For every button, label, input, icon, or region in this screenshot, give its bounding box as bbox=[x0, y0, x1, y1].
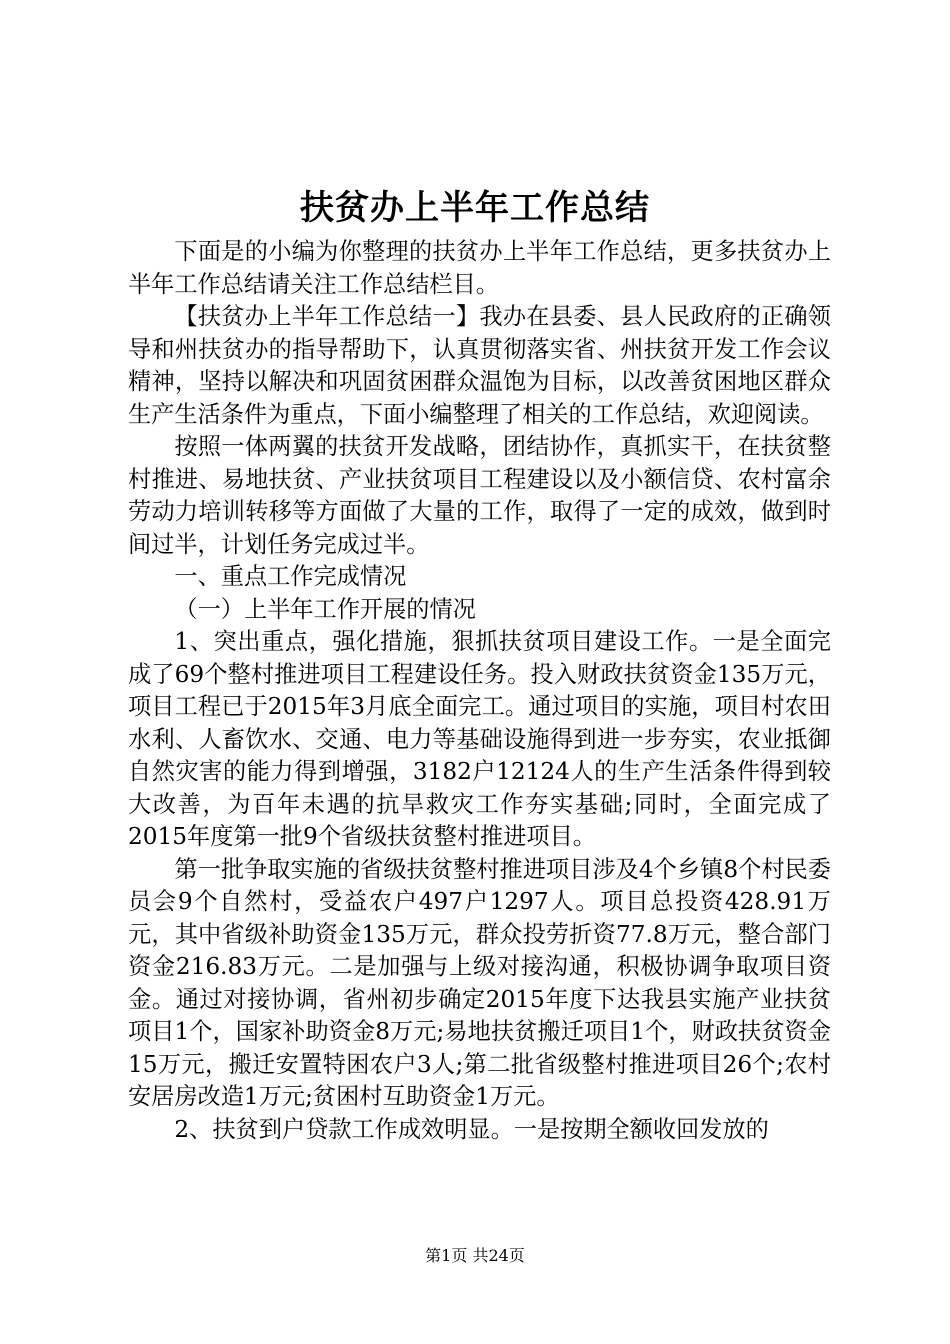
page-footer: 第1页 共24页 bbox=[425, 1246, 525, 1265]
section-heading-1: 一、重点工作完成情况 bbox=[174, 563, 407, 590]
paragraph-first-batch: 第一批争取实施的省级扶贫整村推进项目涉及4个乡镇8个村民委员会9个自然村，受益农户497户1297人。项目总投资428.91万元，其中省级补助资金135万元，群众投劳折资77.8万元，整合部门资金216.83万元。二是加强与上级对接沟通，积极协调争取项目资金。通过对接协调，省州初步确定2015年度下达我县实施产业扶贫项目1个，国家补助资金8万元;易地扶贫搬迁项目1个，财政扶贫资金15万元，搬迁安置特困农户3人;第二批省级整村推进项目26个;农村安居房改造1万元;贫困村互助资金1万元。 bbox=[128, 855, 831, 1110]
paragraph-summary-one: 【扶贫办上半年工作总结一】我办在县委、县人民政府的正确领导和州扶贫办的指导帮助下，认真贯彻落实省、州扶贫开发工作会议精神，坚持以解决和巩固贫困群众温饱为目标，以改善贫困地区群众生产生活条件为重点，下面小编整理了相关的工作总结，欢迎阅读。 bbox=[128, 303, 831, 428]
paragraph-item-1: 1、突出重点，强化措施，狠抓扶贫项目建设工作。一是全面完成了69个整村推进项目工程建设任务。投入财政扶贫资金135万元，项目工程已于2015年3月底全面完工。通过项目的实施，项目村农田水利、人畜饮水、交通、电力等基础设施得到进一步夯实，农业抵御自然灾害的能力得到增强，3182户12124人的生产生活条件得到较大改善，为百年未遇的抗旱救灾工作夯实基础;同时，全面完成了2015年度第一批9个省级扶贫整村推进项目。 bbox=[128, 628, 831, 850]
paragraph-item-2: 2、扶贫到户贷款工作成效明显。一是按期全额收回发放的 bbox=[174, 1115, 769, 1143]
document-body bbox=[128, 236, 831, 1146]
paragraph-intro: 下面是的小编为你整理的扶贫办上半年工作总结，更多扶贫办上半年工作总结请关注工作总结栏目。 bbox=[128, 238, 831, 298]
subsection-heading-1: （一）上半年工作开展的情况 bbox=[174, 595, 476, 623]
document-title: 扶贫办上半年工作总结 bbox=[300, 188, 650, 228]
paragraph-strategy: 按照一体两翼的扶贫开发战略，团结协作，真抓实干，在扶贫整村推进、易地扶贫、产业扶贫项目工程建设以及小额信贷、农村富余劳动力培训转移等方面做了大量的工作，取得了一定的成效，做到时间过半，计划任务完成过半。 bbox=[128, 433, 831, 558]
